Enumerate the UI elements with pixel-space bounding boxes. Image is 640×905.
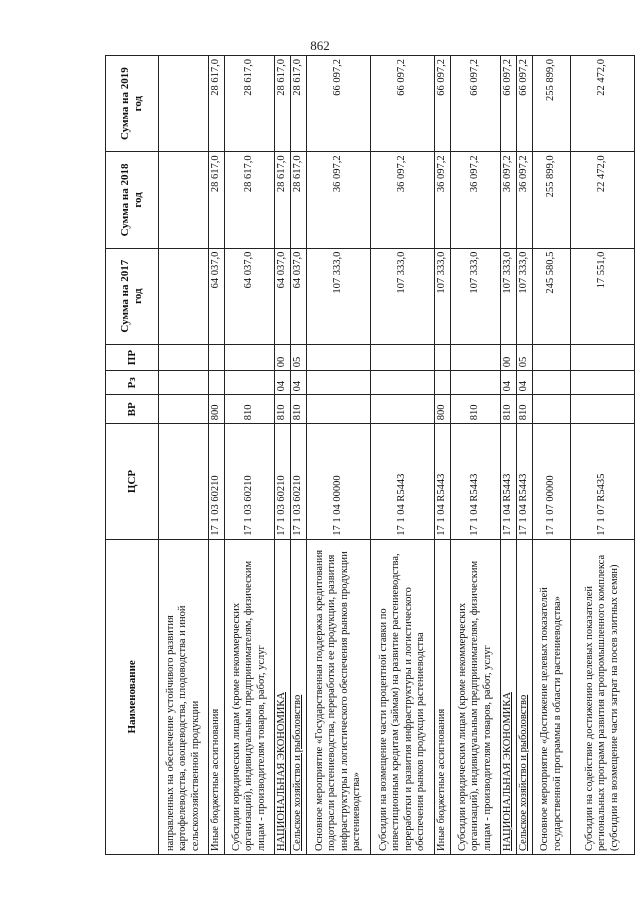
header-csr: ЦСР: [106, 424, 159, 540]
row-rz: 04: [501, 371, 517, 395]
row-name: Субсидии юридическим лицам (кроме некоммерческих организаций), индивидуальным предпринимателям, физическим лицам - производителям товаров, работ, услуг: [225, 539, 275, 854]
row-sum-2019: 66 097,2: [517, 56, 533, 152]
row-sum-2017: 107 333,0: [307, 248, 371, 344]
row-pr: 00: [275, 344, 291, 370]
row-rz: 04: [275, 371, 291, 395]
row-sum-2018: 36 097,2: [451, 152, 501, 248]
row-sum-2017: 107 333,0: [517, 248, 533, 344]
row-rz: 04: [291, 371, 307, 395]
row-sum-2017: 64 037,0: [291, 248, 307, 344]
row-csr: 17 1 04 R5443: [517, 424, 533, 540]
row-sum-2018: 28 617,0: [275, 152, 291, 248]
row-vr: [159, 395, 209, 424]
budget-table: [105, 55, 635, 855]
row-pr: 05: [517, 344, 533, 370]
row-pr: 05: [291, 344, 307, 370]
row-sum-2018: 36 097,2: [435, 152, 451, 248]
row-name: Иные бюджетные ассигнования: [435, 539, 451, 854]
row-sum-2017: 107 333,0: [501, 248, 517, 344]
row-sum-2018: 36 097,2: [517, 152, 533, 248]
row-pr: [451, 344, 501, 370]
header-vr: ВР: [106, 395, 159, 424]
row-name: Основное мероприятие «Государственная поддержка кредитования подотрасли растениеводства, переработки ее продукции, развития инфраструктуры и логистического обеспечения рынков продукции растениеводства»: [307, 539, 371, 854]
row-rz: [533, 371, 571, 395]
row-sum-2018: 28 617,0: [291, 152, 307, 248]
row-rz: [159, 371, 209, 395]
row-rz: [209, 371, 225, 395]
row-name: НАЦИОНАЛЬНАЯ ЭКОНОМИКА: [501, 539, 517, 854]
table-row: [451, 56, 501, 855]
row-sum-2019: 66 097,2: [501, 56, 517, 152]
table-header-row: [106, 56, 159, 855]
row-rz: 04: [517, 371, 533, 395]
row-sum-2019: 255 899,0: [533, 56, 571, 152]
row-sum-2018: 28 617,0: [209, 152, 225, 248]
row-sum-2017: 107 333,0: [435, 248, 451, 344]
row-pr: 00: [501, 344, 517, 370]
row-sum-2017: 17 551,0: [571, 248, 635, 344]
row-csr: 17 1 04 R5443: [451, 424, 501, 540]
row-sum-2018: 28 617,0: [225, 152, 275, 248]
row-sum-2019: 66 097,2: [451, 56, 501, 152]
row-sum-2017: 107 333,0: [371, 248, 435, 344]
row-csr: 17 1 03 60210: [209, 424, 225, 540]
table-row: [533, 56, 571, 855]
row-sum-2019: 28 617,0: [275, 56, 291, 152]
row-csr: 17 1 03 60210: [275, 424, 291, 540]
table-row: [435, 56, 451, 855]
row-sum-2017: 64 037,0: [209, 248, 225, 344]
row-vr: 810: [501, 395, 517, 424]
row-pr: [571, 344, 635, 370]
header-pr: ПР: [106, 344, 159, 370]
row-pr: [371, 344, 435, 370]
row-sum-2017: [159, 248, 209, 344]
row-rz: [225, 371, 275, 395]
row-sum-2018: 36 097,2: [307, 152, 371, 248]
row-name: Иные бюджетные ассигнования: [209, 539, 225, 854]
row-vr: [371, 395, 435, 424]
row-sum-2019: [159, 56, 209, 152]
row-name: Основное мероприятие «Достижение целевых показателей государственной программы в области растениеводства»: [533, 539, 571, 854]
row-sum-2017: 245 580,5: [533, 248, 571, 344]
row-sum-2018: 36 097,2: [501, 152, 517, 248]
row-csr: 17 1 04 R5443: [371, 424, 435, 540]
row-rz: [307, 371, 371, 395]
row-pr: [225, 344, 275, 370]
row-vr: 810: [517, 395, 533, 424]
header-rz: Рз: [106, 371, 159, 395]
row-pr: [159, 344, 209, 370]
table-row: [209, 56, 225, 855]
table-row: [371, 56, 435, 855]
row-csr: 17 1 04 R5443: [501, 424, 517, 540]
row-vr: [571, 395, 635, 424]
row-sum-2018: 36 097,2: [371, 152, 435, 248]
table-row: [291, 56, 307, 855]
row-sum-2019: 28 617,0: [209, 56, 225, 152]
row-name: направленных на обеспечение устойчивого развития картофелеводства, овощеводства, плодоводства и иной сельскохозяйственной продукции: [159, 539, 209, 854]
row-vr: 810: [291, 395, 307, 424]
row-csr: 17 1 04 00000: [307, 424, 371, 540]
row-sum-2019: 22 472,0: [571, 56, 635, 152]
row-sum-2019: 66 097,2: [371, 56, 435, 152]
row-sum-2018: 22 472,0: [571, 152, 635, 248]
row-name: Субсидии на возмещение части процентной ставки по инвестиционным кредитам (займам) на развитие растениеводства, переработки и развития инфраструктуры и логистического обеспечения рынков продукции растениеводства: [371, 539, 435, 854]
row-sum-2019: 66 097,2: [435, 56, 451, 152]
table-row: [275, 56, 291, 855]
row-vr: 800: [209, 395, 225, 424]
row-sum-2018: 255 899,0: [533, 152, 571, 248]
row-pr: [533, 344, 571, 370]
row-vr: 810: [275, 395, 291, 424]
row-sum-2018: [159, 152, 209, 248]
row-sum-2019: 28 617,0: [225, 56, 275, 152]
header-sum-2017: Сумма на 2017 год: [106, 248, 159, 344]
table-row: [225, 56, 275, 855]
table-row: [501, 56, 517, 855]
row-name: НАЦИОНАЛЬНАЯ ЭКОНОМИКА: [275, 539, 291, 854]
header-sum-2019: Сумма на 2019 год: [106, 56, 159, 152]
row-name: Сельское хозяйство и рыболовство: [291, 539, 307, 854]
row-name: Сельское хозяйство и рыболовство: [517, 539, 533, 854]
row-csr: [159, 424, 209, 540]
row-name: Субсидии на содействие достижению целевых показателей региональных программ развития агропромышленного комплекса (субсидии на возмещение части затрат на посев элитных семян): [571, 539, 635, 854]
row-rz: [435, 371, 451, 395]
row-csr: 17 1 03 60210: [225, 424, 275, 540]
row-sum-2017: 64 037,0: [275, 248, 291, 344]
row-vr: 810: [225, 395, 275, 424]
row-rz: [571, 371, 635, 395]
row-pr: [435, 344, 451, 370]
table-row: [307, 56, 371, 855]
row-vr: 800: [435, 395, 451, 424]
row-vr: [533, 395, 571, 424]
row-rz: [371, 371, 435, 395]
table-row: [571, 56, 635, 855]
row-sum-2017: 64 037,0: [225, 248, 275, 344]
row-sum-2019: 66 097,2: [307, 56, 371, 152]
row-csr: 17 1 07 00000: [533, 424, 571, 540]
row-csr: 17 1 03 60210: [291, 424, 307, 540]
table-row: [517, 56, 533, 855]
row-csr: 17 1 07 R5435: [571, 424, 635, 540]
row-vr: 810: [451, 395, 501, 424]
page-number: 862: [310, 38, 330, 53]
row-sum-2019: 28 617,0: [291, 56, 307, 152]
header-name: Наименование: [106, 539, 159, 854]
row-csr: 17 1 04 R5443: [435, 424, 451, 540]
row-sum-2017: 107 333,0: [451, 248, 501, 344]
table-row: [159, 56, 209, 855]
row-pr: [307, 344, 371, 370]
header-sum-2018: Сумма на 2018 год: [106, 152, 159, 248]
row-rz: [451, 371, 501, 395]
row-pr: [209, 344, 225, 370]
rotated-table-wrapper: [105, 55, 620, 855]
row-name: Субсидии юридическим лицам (кроме некоммерческих организаций), индивидуальным предпринимателям, физическим лицам - производителям товаров, работ, услуг: [451, 539, 501, 854]
row-vr: [307, 395, 371, 424]
